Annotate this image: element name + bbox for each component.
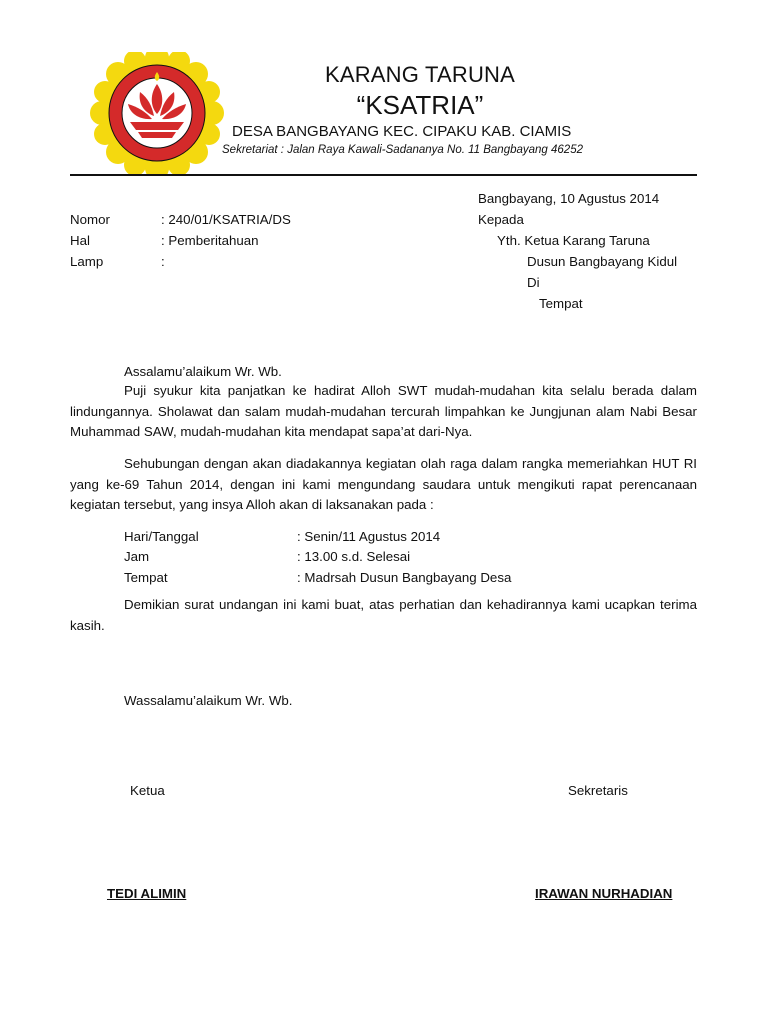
- meta-value-lamp: :: [161, 254, 165, 269]
- meta-label-lamp: Lamp: [70, 254, 104, 269]
- recipient-line2: Dusun Bangbayang Kidul: [527, 254, 678, 269]
- signature-name-ketua: TEDI ALIMIN: [107, 886, 187, 901]
- paragraph-2-text: Sehubungan dengan akan diadakannya kegiatan olah raga dalam rangka memeriahkan HUT RI yang ke-69 Tahun 2014, dengan ini kami mengundang saudara untuk mengikuti rapat perencanaan kegiatan tersebut, yang insya Alloh akan di laksanakan pada :: [70, 456, 697, 512]
- signature-title-ketua: Ketua: [130, 783, 165, 798]
- org-name: KARANG TARUNA: [324, 62, 516, 87]
- schedule-value-place: : Madrsah Dusun Bangbayang Desa: [297, 570, 512, 585]
- signature-title-sekretaris: Sekretaris: [568, 783, 628, 798]
- schedule-value-date: : Senin/11 Agustus 2014: [297, 529, 441, 544]
- closing-greeting: Wassalamu’alaikum Wr. Wb.: [124, 693, 293, 708]
- org-address: DESA BANGBAYANG KEC. CIPAKU KAB. CIAMIS: [232, 123, 572, 140]
- recipient-tempat: Tempat: [539, 296, 583, 311]
- meta-value-nomor: : 240/01/KSATRIA/DS: [161, 212, 291, 227]
- paragraph-1-text: Puji syukur kita panjatkan ke hadirat Alloh SWT mudah-mudahan kita selalu berada dalam lindungannya. Sholawat dan salam mudah-mudahan tercurah limpahkan ke Jungjunan alam Nabi Besar Muhammad SAW, mudah-mudahan kita mendapat sapa’at dari-Nya.: [70, 383, 697, 439]
- place-date: Bangbayang, 10 Agustus 2014: [478, 191, 660, 206]
- paragraph-2: [70, 454, 697, 516]
- recipient-kepada: Kepada: [478, 212, 524, 227]
- paragraph-1: [70, 381, 697, 443]
- paragraph-3-text: Demikian surat undangan ini kami buat, atas perhatian dan kehadirannya kami ucapkan terima kasih.: [70, 597, 697, 633]
- org-subname: “KSATRIA”: [356, 90, 484, 120]
- greeting: Assalamu’alaikum Wr. Wb.: [124, 364, 282, 379]
- schedule-label-date: Hari/Tanggal: [124, 529, 199, 544]
- schedule-label-time: Jam: [124, 549, 150, 564]
- meta-label-hal: Hal: [70, 233, 90, 248]
- meta-label-nomor: Nomor: [70, 212, 110, 227]
- recipient-di: Di: [527, 275, 540, 290]
- letterhead-divider: [70, 174, 697, 176]
- signature-name-sekretaris: IRAWAN NURHADIAN: [535, 886, 673, 901]
- paragraph-3: [70, 595, 697, 636]
- karang-taruna-logo: [88, 52, 226, 174]
- schedule-value-time: : 13.00 s.d. Selesai: [297, 549, 411, 564]
- meta-value-hal: : Pemberitahuan: [161, 233, 259, 248]
- secretariat-address: Sekretariat : Jalan Raya Kawali-Sadananya No. 11 Bangbayang 46252: [222, 144, 583, 156]
- recipient-yth: Yth. Ketua Karang Taruna: [497, 233, 650, 248]
- schedule-label-place: Tempat: [124, 570, 168, 585]
